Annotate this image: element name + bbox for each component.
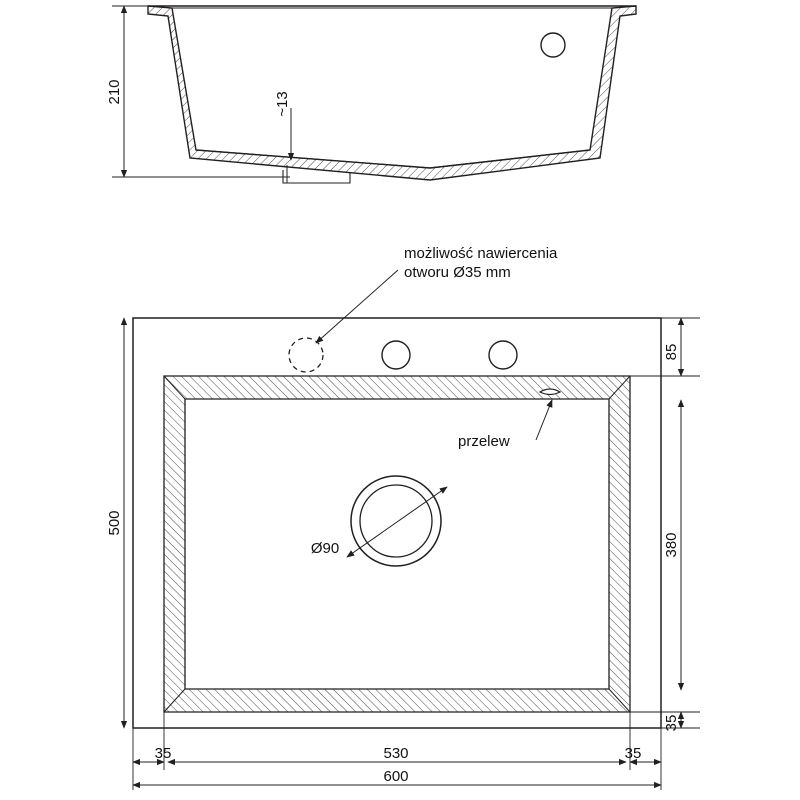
label-drain-diameter: Ø90 [310,540,340,557]
tap-hole-right [489,341,517,369]
top-view [106,245,700,790]
note-drill-line1: możliwość nawiercenia [404,245,558,262]
leader-overflow [536,400,552,440]
dim-top-margin: 85 [663,343,680,361]
dim-bottom-margin: 35 [663,714,680,732]
drain-inner-circle [360,485,432,557]
label-overflow: przelew [458,433,510,450]
dim-left-margin: 35 [154,745,172,762]
dim-total-width: 600 [383,768,409,785]
overflow-slot [540,389,560,395]
dim-total-height: 500 [106,510,123,536]
bowl-wall-band [164,376,630,712]
leader-drill-note [316,270,398,343]
cross-section-view [106,6,636,183]
dim-section-height: 210 [106,79,123,105]
section-wall-hatch [148,6,636,180]
optional-tap-hole-dashed [289,338,323,372]
drain-outer-circle [351,476,441,566]
note-drill-line2: otworu Ø35 mm [404,264,511,281]
section-tap-hole [541,33,565,57]
tap-hole-center [382,341,410,369]
label-wall-thickness: ~13 [274,91,291,117]
dim-right-margin: 35 [624,745,642,762]
dim-bowl-height: 380 [663,532,680,558]
dim-bowl-width: 530 [383,745,409,762]
